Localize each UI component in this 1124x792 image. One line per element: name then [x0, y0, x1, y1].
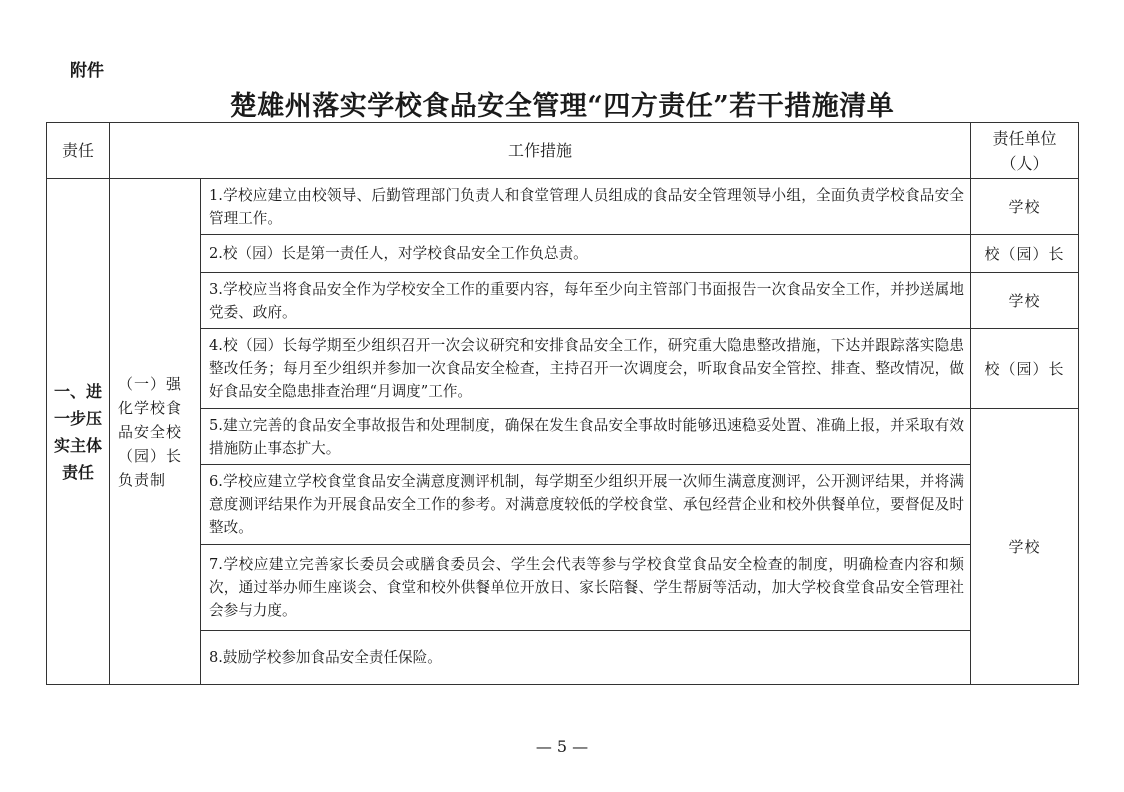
measure-text-5: 5.建立完善的食品安全事故报告和处理制度，确保在发生食品安全事故时能够迅速稳妥处置、准确上报，并采取有效措施防止事态扩大。 [201, 409, 971, 465]
unit-cell-4: 校（园）长 [971, 329, 1079, 409]
page-number: — 5 — [535, 737, 589, 756]
table-row [47, 631, 1079, 685]
measure-text-7: 7.学校应建立完善家长委员会或膳食委员会、学生会代表等参与学校食堂食品安全检查的制度，明确检查内容和频次，通过举办师生座谈会、食堂和校外供餐单位开放日、家长陪餐、学生帮厨等活动，加大学校食堂食品安全管理社会参与力度。 [201, 545, 971, 631]
measure-text-2: 2.校（园）长是第一责任人，对学校食品安全工作负总责。 [201, 235, 971, 273]
table-row [47, 329, 1079, 409]
table-row [47, 273, 1079, 329]
subsection-cell: （一）强化学校食品安全校（园）长负责制 [110, 179, 201, 685]
measures-table [46, 122, 1079, 685]
header-unit [971, 123, 1079, 179]
table-row [47, 235, 1079, 273]
unit-cell-2: 校（园）长 [971, 235, 1079, 273]
table-row [47, 545, 1079, 631]
measure-text-6: 6.学校应建立学校食堂食品安全满意度测评机制，每学期至少组织开展一次师生满意度测评，公开测评结果，并将满意度测评结果作为开展食品安全工作的参考。对满意度较低的学校食堂、承包经营企业和校外供餐单位，要督促及时整改。 [201, 465, 971, 545]
header-measures: 工作措施 [110, 123, 971, 179]
header-unit-line1: 责任单位 [992, 128, 1057, 148]
table-row [47, 179, 1079, 235]
header-responsibility: 责任 [47, 123, 110, 179]
unit-cell-3: 学校 [971, 273, 1079, 329]
table-row [47, 465, 1079, 545]
responsibility-cell: 一、进一步压实主体责任 [47, 179, 110, 685]
table-header-row [47, 123, 1079, 179]
measure-text-3: 3.学校应当将食品安全作为学校安全工作的重要内容，每年至少向主管部门书面报告一次食品安全工作，并抄送属地党委、政府。 [201, 273, 971, 329]
header-unit-line2: （人） [1000, 153, 1049, 173]
measure-text-4: 4.校（园）长每学期至少组织召开一次会议研究和安排食品安全工作，研究重大隐患整改措施，下达并跟踪落实隐患整改任务；每月至少组织并参加一次食品安全检查，主持召开一次调度会，听取食品安全管控、排查、整改情况，做好食品安全隐患排查治理“月调度”工作。 [201, 329, 971, 409]
table-row [47, 409, 1079, 465]
unit-cell-5-8: 学校 [971, 409, 1079, 685]
unit-cell-1: 学校 [971, 179, 1079, 235]
measure-text-1: 1.学校应建立由校领导、后勤管理部门负责人和食堂管理人员组成的食品安全管理领导小组，全面负责学校食品安全管理工作。 [201, 179, 971, 235]
attachment-label: 附件 [70, 61, 104, 81]
measure-text-8: 8.鼓励学校参加食品安全责任保险。 [201, 631, 971, 685]
document-title: 楚雄州落实学校食品安全管理“四方责任”若干措施清单 [229, 91, 895, 122]
